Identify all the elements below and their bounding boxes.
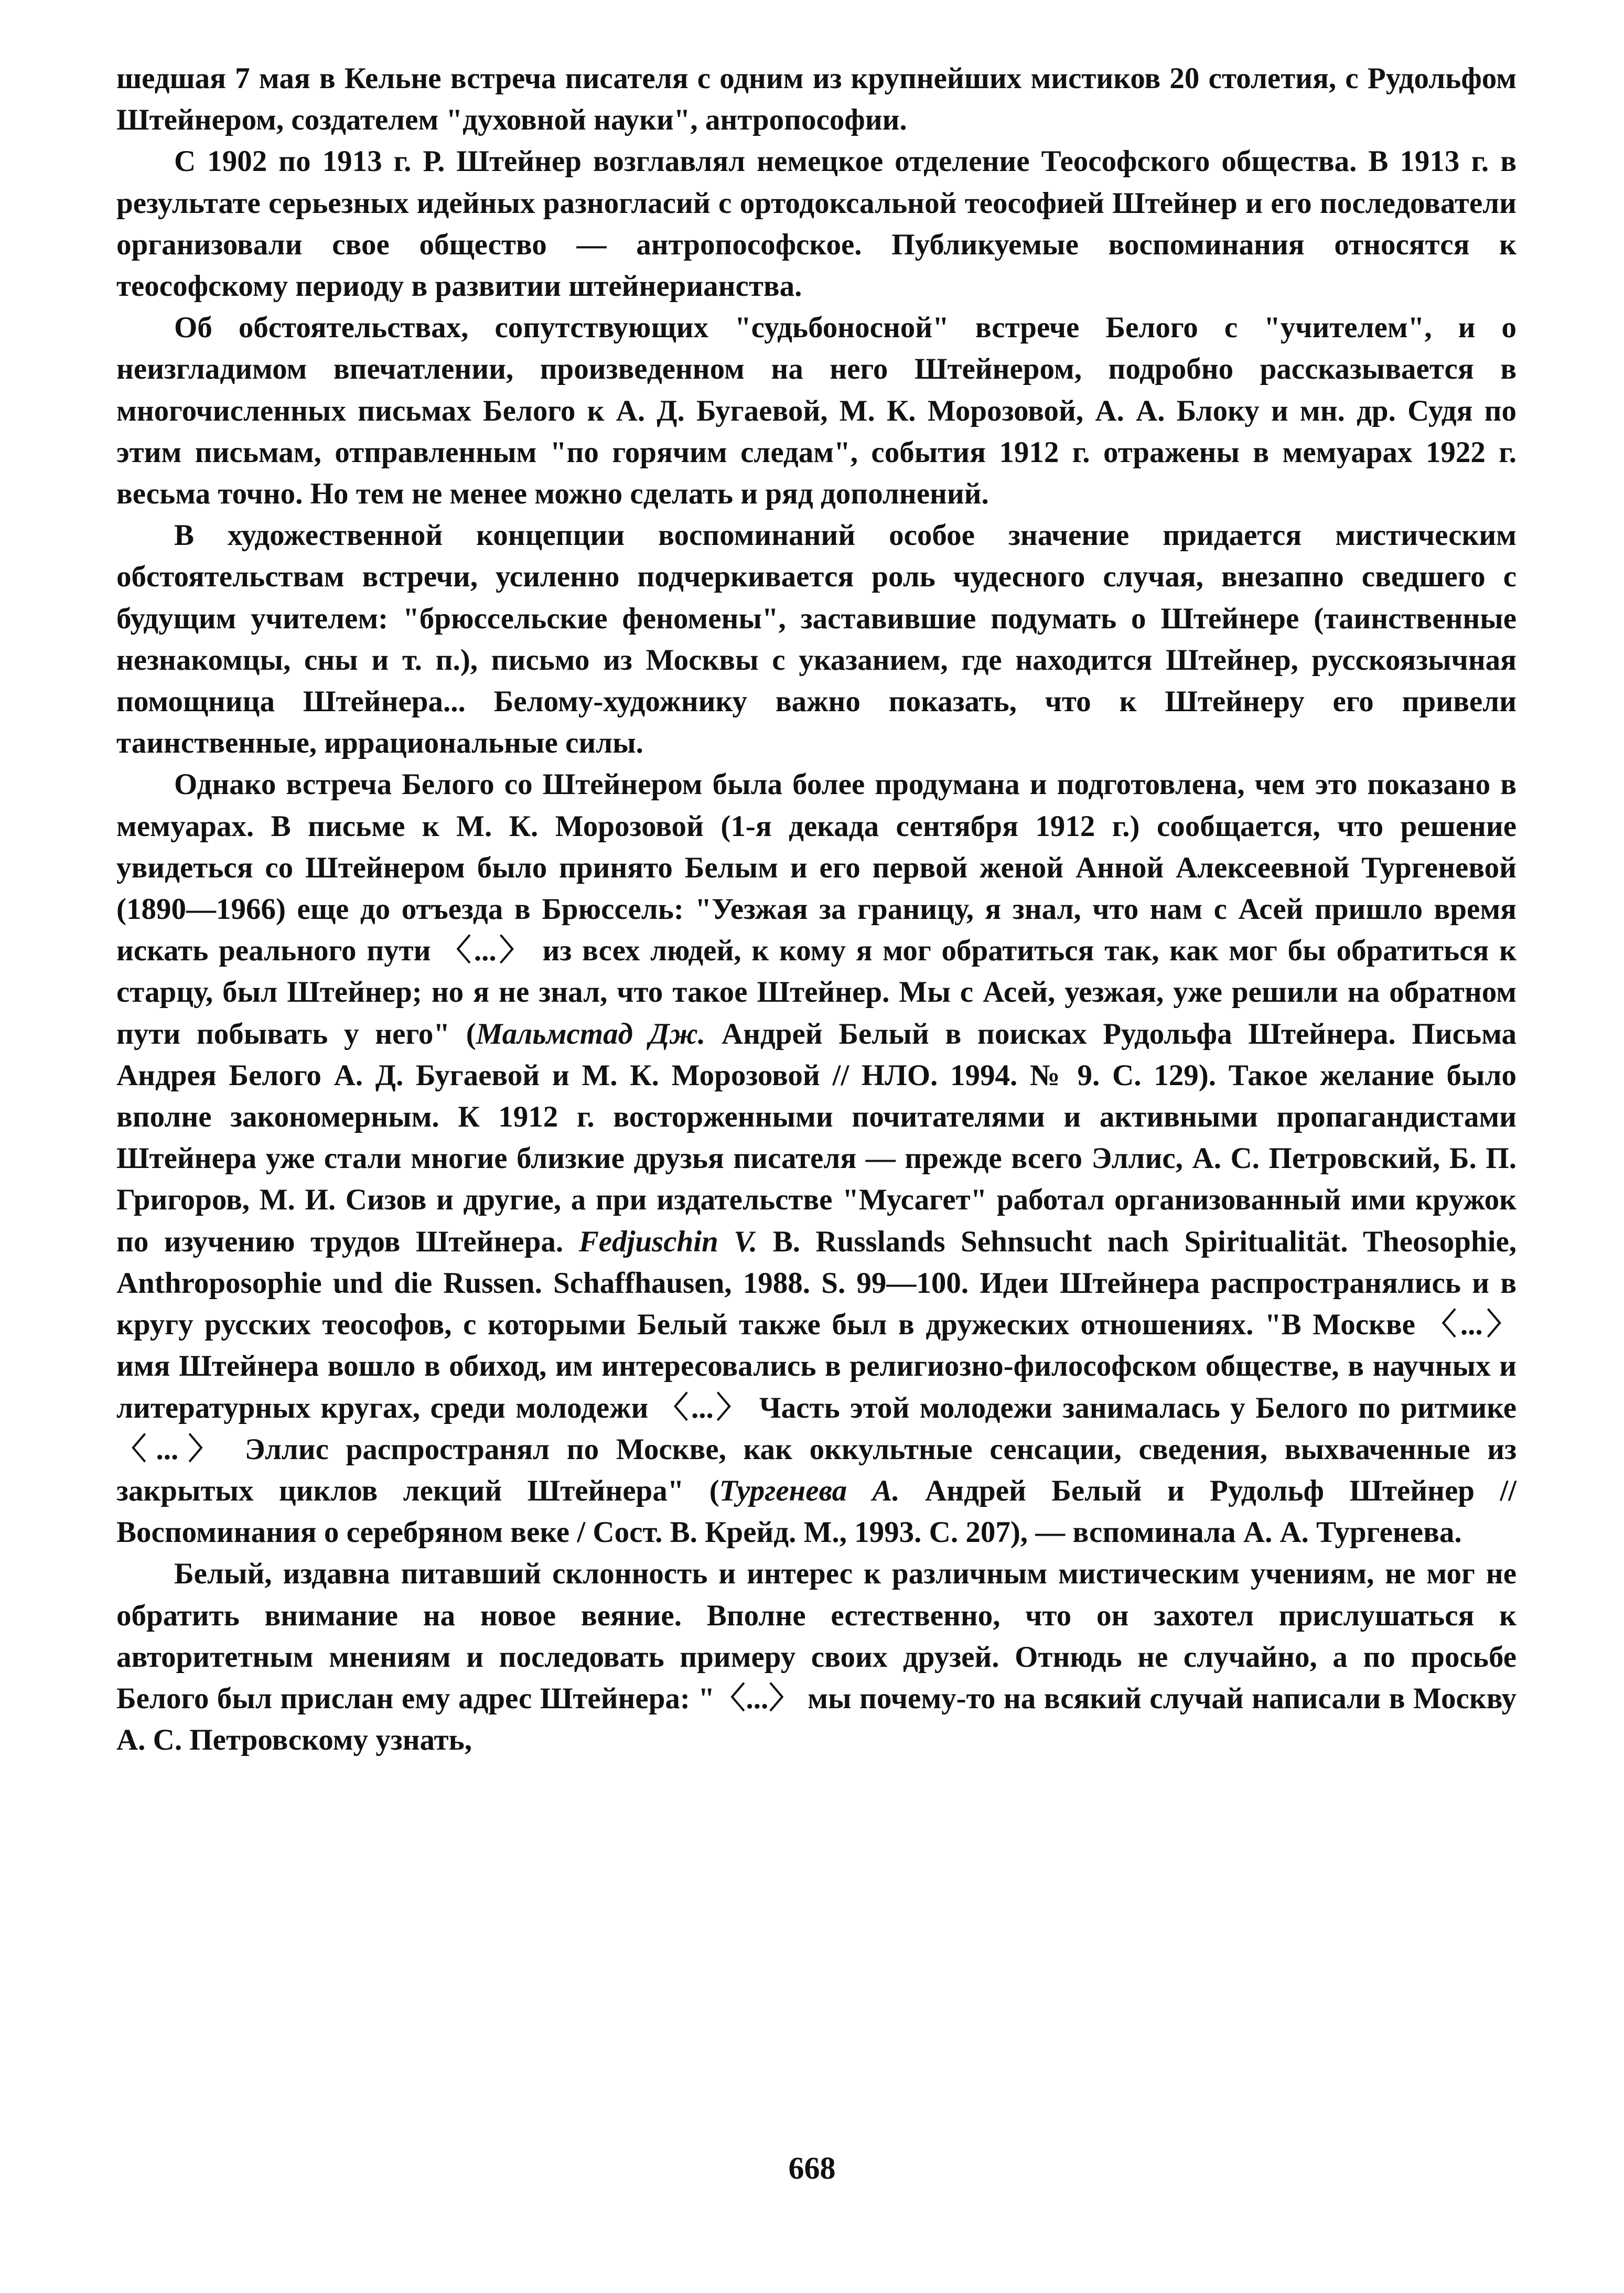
text-run: Однако встреча Белого со Штейнером была более продумана и подготовлена, чем это показано в мемуарах. В письме к М. К. Морозовой (1-я декада сентября 1912 г.) сообщается, что решение увидеться со Штейнером было принято Белым и его первой женой Анной Алексеевной Тургеневой (1890—1966) еще до отъезда в Брюссель: "Уезжая за границу, я знал, что нам с Асей пришло время искать реального пути 〈...〉 из всех людей, к кому я мог обратиться так, как мог бы обратиться к старцу, был Штейнер; но я не знал, что такое Штейнер. Мы с Асей, уезжая, уже решили на обратном пути побывать у него" (	[116, 768, 1517, 1051]
paragraph-p5	[116, 764, 1517, 1553]
paragraph-p1	[116, 58, 1517, 141]
italic-author-name: Fedjuschin V.	[578, 1225, 758, 1258]
paragraph-p6	[116, 1553, 1517, 1761]
text-run: Об обстоятельствах, сопутствующих "судьбоносной" встрече Белого с "учителем", и о неизгладимом впечатлении, произведенном на него Штейнером, подробно рассказывается в многочисленных письмах Белого к А. Д. Бугаевой, М. К. Морозовой, А. А. Блоку и мн. др. Судя по этим письмам, отправленным "по горячим следам", события 1912 г. отражены в мемуарах 1922 г. весьма точно. Но тем не менее можно сделать и ряд дополнений.	[116, 311, 1517, 511]
text-run: шедшая 7 мая в Кельне встреча писателя с одним из крупнейших мистиков 20 столетия, с Рудольфом Штейнером, создателем "духовной науки", антропософии.	[116, 62, 1517, 137]
page-number: 668	[788, 2151, 836, 2185]
text-run: Белый, издавна питавший склонность и интерес к различным мистическим учениям, не мог не обратить внимание на новое веяние. Вполне естественно, что он захотел прислушаться к авторитетным мнениям и последовать примеру своих друзей. Отнюдь не случайно, а по просьбе Белого был прислан ему адрес Штейнера: "〈...〉 мы почему-то на всякий случай написали в Москву А. С. Петровскому узнать,	[116, 1557, 1517, 1757]
text-page	[116, 58, 1517, 1761]
text-run: Андрей Белый в поисках Рудольфа Штейнера. Письма Андрея Белого А. Д. Бугаевой и М. К. Морозовой // НЛО. 1994. № 9. С. 129). Такое желание было вполне закономерным. К 1912 г. восторженными почитателями и активными пропагандистами Штейнера уже стали многие близкие друзья писателя — прежде всего Эллис, А. С. Петровский, Б. П. Григоров, М. И. Сизов и другие, а при издательстве "Мусагет" работал организованный ими кружок по изучению трудов Штейнера.	[116, 1017, 1517, 1258]
paragraph-p2	[116, 141, 1517, 307]
text-run: Андрей Белый и Рудольф Штейнер // Воспоминания о серебряном веке / Сост. В. Крейд. М., 1993. С. 207), — вспоминала А. А. Тургенева.	[116, 1474, 1517, 1549]
text-run: В художественной концепции воспоминаний особое значение придается мистическим обстоятельствам встречи, усиленно подчеркивается роль чудесного случая, внезапно сведшего с будущим учителем: "брюссельские феномены", заставившие подумать о Штейнере (таинственные незнакомцы, сны и т. п.), письмо из Москвы с указанием, где находится Штейнер, русскоязычная помощница Штейнера... Белому-художнику важно показать, что к Штейнеру его привели таинственные, иррациональные силы.	[116, 519, 1517, 760]
italic-author-name: Мальмстад Дж.	[476, 1017, 706, 1051]
paragraph-p3	[116, 307, 1517, 515]
text-run: С 1902 по 1913 г. Р. Штейнер возглавлял немецкое отделение Теософского общества. В 1913 г. в результате серьезных идейных разногласий с ортодоксальной теософией Штейнер и его последователи организовали свое общество — антропософское. Публикуемые воспоминания относятся к теософскому периоду в развитии штейнерианства.	[116, 145, 1517, 303]
italic-author-name: Тургенева А.	[719, 1474, 900, 1507]
text-run: B. Russlands Sehnsucht nach Spiritualität. Theosophie, Anthroposophie und die Russen. Schaffhausen, 1988. S. 99—100. Идеи Штейнера распространялись и в кругу русских теософов, с которыми Белый также был в дружеских отношениях. "В Москве 〈...〉 имя Штейнера вошло в обиход, им интересовались в религиозно-философском обществе, в научных и литературных кругах, среди молодежи 〈...〉 Часть этой молодежи занималась у Белого по ритмике 〈...〉 Эллис распространял по Москве, как оккультные сенсации, сведения, выхваченные из закрытых циклов лекций Штейнера" (	[116, 1225, 1517, 1507]
paragraph-p4	[116, 515, 1517, 764]
